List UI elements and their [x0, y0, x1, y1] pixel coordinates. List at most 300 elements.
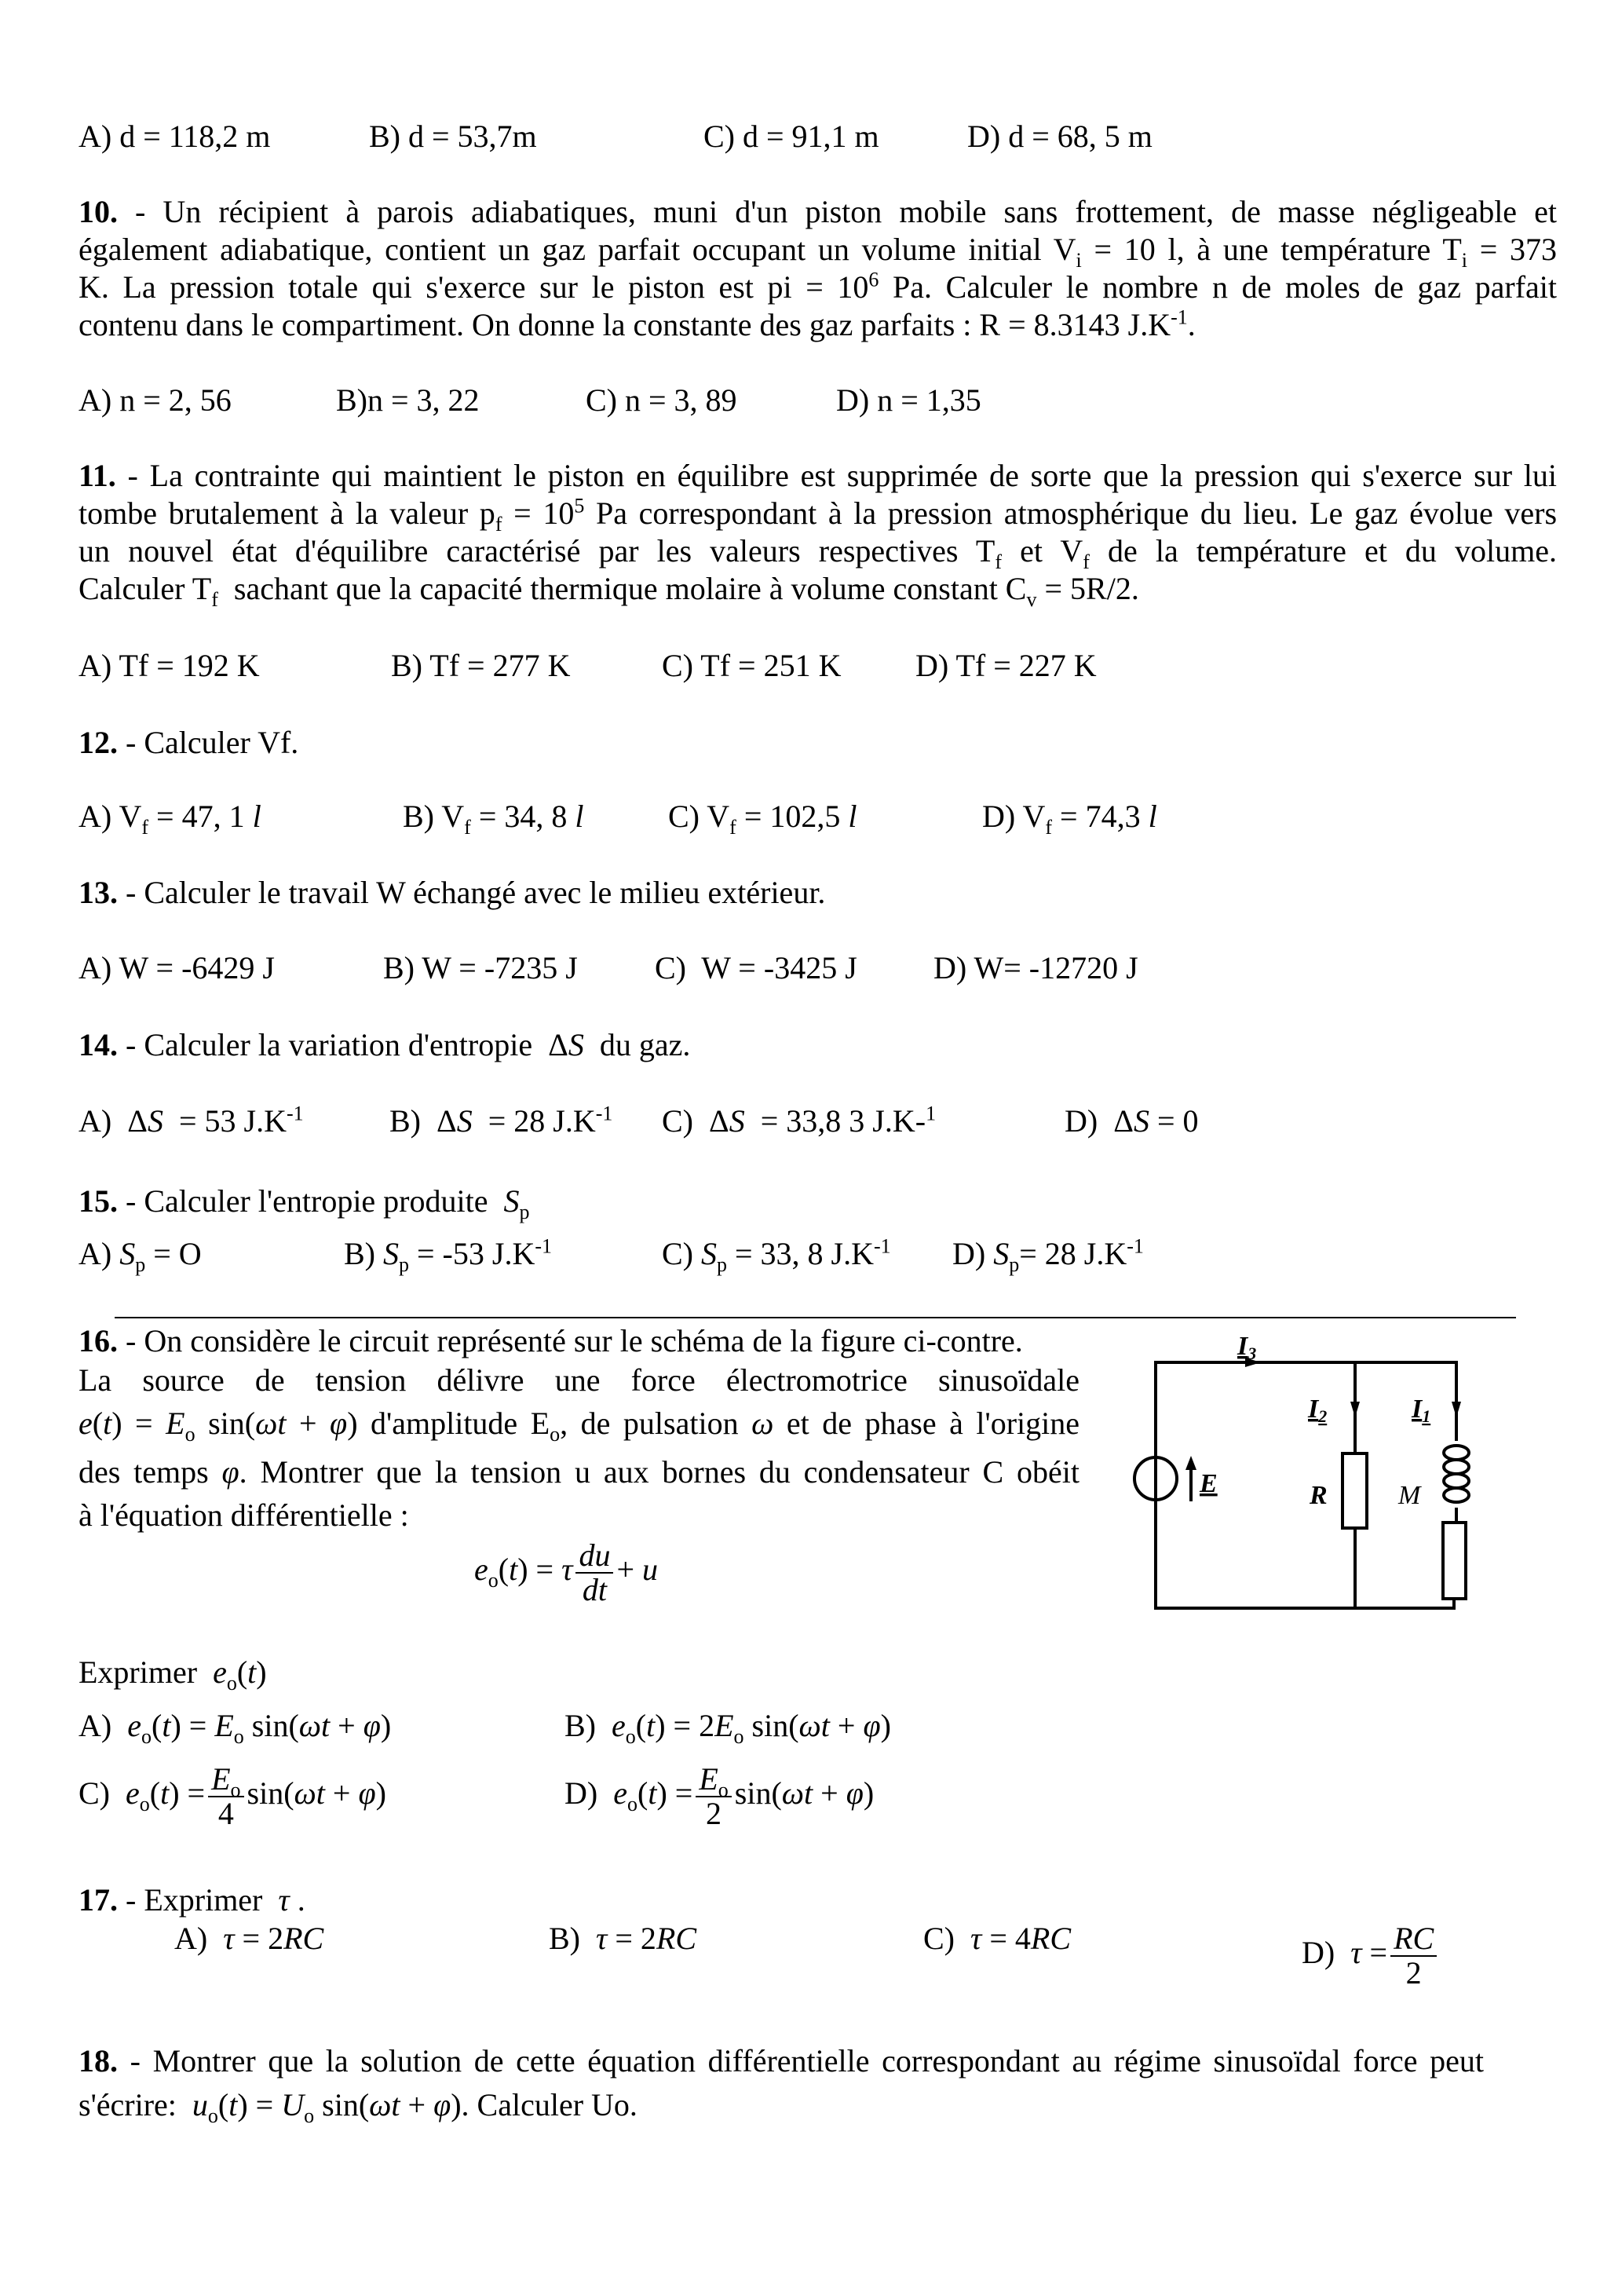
text: = 2	[607, 1921, 656, 1956]
q13-option-b	[383, 949, 578, 987]
text: D)	[564, 1775, 614, 1812]
text: A) Δ	[79, 1103, 148, 1139]
q10-option-a	[79, 382, 232, 419]
math-symbol: t	[160, 1775, 170, 1812]
q16-line	[79, 1322, 1023, 1360]
superscript: -1	[1127, 1234, 1144, 1258]
math-symbol: φ	[846, 1775, 864, 1812]
text: = O	[145, 1236, 202, 1271]
text: La source de tension délivre une force électromotrice sinusoïdale	[79, 1362, 1080, 1398]
resistor-r	[1343, 1453, 1367, 1528]
text: A) d = 118,2 m	[79, 119, 271, 154]
math-symbol: ωt	[798, 1708, 830, 1743]
text: un nouvel état d'équilibre caractérisé par les valeurs respectives T	[79, 533, 995, 569]
subscript: o	[488, 1569, 499, 1592]
q16-prompt	[79, 1654, 267, 1695]
subscript: p	[399, 1253, 409, 1276]
arrow-i1-icon	[1452, 1402, 1461, 1417]
question-number: 11.	[79, 458, 116, 493]
text: = 28 J.K	[472, 1103, 596, 1139]
math-symbol: ωt	[298, 1708, 331, 1743]
text: D) n = 1,35	[836, 382, 981, 418]
arrow-i2-icon	[1350, 1402, 1360, 1417]
q12-question	[79, 724, 298, 762]
math-symbol: t	[228, 2087, 238, 2122]
subscript: o	[141, 1725, 152, 1748]
q17-option-d	[1302, 1922, 1440, 1990]
math-symbol: e	[126, 1775, 140, 1812]
subscript: o	[233, 1725, 244, 1748]
subscript: i	[1461, 249, 1467, 272]
text: C) V	[668, 799, 730, 834]
math-symbol: S	[568, 1027, 584, 1062]
text: K. La pression totale qui s'exerce sur le piston est pi = 10	[79, 269, 869, 305]
math-symbol: RC	[1030, 1921, 1072, 1956]
text: D) Tf = 227 K	[915, 648, 1097, 683]
subscript: o	[207, 2104, 218, 2127]
text: =	[1361, 1935, 1388, 1971]
text: - Calculer Vf.	[118, 725, 299, 760]
text: C) Tf = 251 K	[662, 648, 842, 683]
math-symbol: l	[252, 799, 261, 834]
wire-top-right	[1355, 1362, 1456, 1441]
superscript: 1	[926, 1102, 937, 1125]
label-i1: I1	[1412, 1395, 1431, 1426]
q10-option-b	[336, 382, 480, 419]
math-symbol: τ	[223, 1921, 235, 1956]
text: des temps	[79, 1454, 222, 1490]
text: = 4	[981, 1921, 1031, 1956]
question-number: 10.	[79, 194, 118, 229]
subscript: o	[304, 2104, 315, 2127]
text: ) =	[170, 1708, 215, 1743]
math-symbol: S	[383, 1236, 399, 1271]
subscript: p	[1009, 1253, 1020, 1276]
text: = 33,8 3 J.K-	[744, 1103, 926, 1139]
differential-equation	[474, 1539, 658, 1607]
subscript: f	[141, 816, 149, 839]
math-symbol: τ	[278, 1882, 290, 1918]
math-symbol: S	[993, 1236, 1010, 1271]
math-symbol: e	[474, 1552, 488, 1588]
text: sin(	[743, 1708, 799, 1743]
q16-option-a	[79, 1707, 392, 1748]
math-symbol: l	[575, 799, 584, 834]
math-symbol: l	[1148, 799, 1157, 834]
question-number: 18.	[79, 2043, 118, 2078]
arrow-e-icon	[1185, 1456, 1196, 1470]
math-symbol: u	[642, 1552, 658, 1588]
subscript: o	[226, 1672, 237, 1695]
superscript: -1	[1171, 305, 1188, 329]
text: B) Δ	[389, 1103, 457, 1139]
text: = 33, 8 J.K	[727, 1236, 875, 1271]
text: .	[1187, 307, 1196, 342]
math-symbol: φ	[330, 1406, 348, 1441]
text: Calculer T	[79, 571, 212, 606]
subscript: f	[495, 513, 502, 536]
q11-line	[79, 570, 1139, 611]
text: 2	[706, 1796, 722, 1831]
text: +	[616, 1552, 642, 1588]
math-symbol: du	[579, 1537, 611, 1573]
q10-line	[79, 193, 1557, 231]
text: - Un récipient à parois adiabatiques, muni d'un piston mobile sans frottement, de masse négligeable et	[118, 194, 1557, 229]
q9-option-c	[703, 118, 879, 155]
subscript: o	[625, 1725, 636, 1748]
q17-option-b	[549, 1920, 696, 1958]
math-symbol: l	[848, 799, 857, 834]
q18-line	[79, 2042, 1484, 2080]
math-symbol: t	[103, 1406, 112, 1441]
q18-line	[79, 2086, 637, 2127]
q17-option-c	[923, 1920, 1071, 1958]
q12-option-d	[982, 798, 1157, 839]
q15-option-d	[952, 1234, 1144, 1276]
text: C)	[662, 1236, 701, 1271]
math-symbol: E	[714, 1708, 734, 1743]
text: , de pulsation	[560, 1406, 752, 1441]
text: - Calculer le travail W échangé avec le milieu extérieur.	[118, 875, 826, 910]
text: du gaz.	[583, 1027, 691, 1062]
text: ) = 2	[655, 1708, 715, 1743]
math-symbol: φ	[433, 2087, 451, 2122]
math-symbol: S	[119, 1236, 136, 1271]
fraction	[208, 1763, 243, 1830]
text: sin(	[243, 1708, 299, 1743]
q14-option-a	[79, 1102, 304, 1140]
subscript: f	[995, 550, 1002, 573]
text: = 373	[1467, 232, 1558, 267]
math-symbol: t	[509, 1552, 518, 1588]
text: et de phase à l'origine	[773, 1406, 1080, 1441]
math-symbol: ωt	[294, 1775, 325, 1812]
text: C) n = 3, 89	[586, 382, 737, 418]
q16-line	[79, 1405, 1080, 1446]
text: contenu dans le compartiment. On donne la constante des gaz parfaits : R = 8.3143 J.K	[79, 307, 1171, 342]
text: ) =	[517, 1552, 562, 1588]
text: B)	[564, 1708, 612, 1743]
subscript: f	[729, 816, 736, 839]
text: sin(	[314, 2087, 370, 2122]
math-symbol: ωt	[781, 1775, 813, 1812]
text: = 28 J.K	[1019, 1236, 1127, 1271]
text: +	[813, 1775, 846, 1812]
q11-option-d	[915, 647, 1097, 685]
text: Pa correspondant à la pression atmosphérique du lieu. Le gaz évolue vers	[584, 495, 1558, 531]
text: +	[330, 1708, 363, 1743]
q11-option-a	[79, 647, 260, 685]
text: - On considère le circuit représenté sur le schéma de la figure ci-contre.	[118, 1323, 1023, 1358]
text: ) d'amplitude E	[347, 1406, 550, 1441]
text: (	[637, 1775, 648, 1812]
question-number: 13.	[79, 875, 118, 910]
math-symbol: φ	[363, 1708, 381, 1743]
q16-line	[79, 1453, 1080, 1491]
math-symbol: S	[147, 1103, 163, 1139]
math-symbol: dt	[582, 1572, 607, 1607]
text: = 10	[502, 495, 575, 531]
math-symbol: e	[613, 1775, 627, 1812]
math-symbol: RC	[656, 1921, 697, 1956]
q15-option-b	[344, 1234, 553, 1276]
q13-question	[79, 874, 825, 912]
subscript: p	[135, 1253, 146, 1276]
math-symbol: e	[612, 1708, 626, 1743]
question-number: 17.	[79, 1882, 118, 1918]
text: A) V	[79, 799, 142, 834]
q17-option-a	[174, 1920, 323, 1958]
text: sin(	[247, 1775, 294, 1812]
text: (	[635, 1708, 647, 1743]
text: (	[217, 2087, 229, 2122]
math-symbol: φ	[863, 1708, 881, 1743]
section-divider	[115, 1317, 1516, 1318]
q12-option-a	[79, 798, 261, 839]
question-number: 16.	[79, 1323, 118, 1358]
text: C) Δ	[662, 1103, 729, 1139]
text: +	[400, 2087, 434, 2122]
q11-line	[79, 494, 1558, 536]
question-number: 12.	[79, 725, 118, 760]
text: - Exprimer	[118, 1882, 279, 1918]
text: B) V	[403, 799, 465, 834]
numerator	[575, 1539, 613, 1574]
math-symbol: S	[729, 1103, 745, 1139]
text: ) =	[656, 1775, 693, 1812]
subscript: f	[1083, 550, 1090, 573]
q14-option-c	[662, 1102, 936, 1140]
text: A)	[174, 1921, 224, 1956]
text: C)	[79, 1775, 126, 1812]
math-symbol: t	[648, 1775, 657, 1812]
text: - La contrainte qui maintient le piston en équilibre est supprimée de sorte que la pression qui s'exerce sur lui	[115, 458, 1557, 493]
subscript: o	[184, 1423, 195, 1446]
math-symbol: τ	[970, 1921, 982, 1956]
text: = 34, 8	[470, 799, 575, 834]
text: également adiabatique, contient un gaz parfait occupant un volume initial V	[79, 232, 1076, 267]
superscript: -1	[874, 1234, 891, 1258]
fraction	[1390, 1922, 1437, 1990]
q12-option-c	[668, 798, 857, 839]
q9-option-a	[79, 118, 270, 155]
inductor-icon	[1444, 1446, 1469, 1502]
q12-option-b	[403, 798, 584, 839]
subscript: p	[519, 1201, 530, 1223]
subscript: p	[717, 1253, 727, 1276]
text: de la température et du volume.	[1089, 533, 1558, 569]
text: s'écrire:	[79, 2087, 192, 2122]
text: sachant que la capacité thermique molaire à volume constant C	[217, 571, 1027, 606]
denominator	[696, 1797, 731, 1830]
text: (	[498, 1552, 510, 1588]
math-symbol: φ	[358, 1775, 376, 1812]
text: D)	[952, 1236, 994, 1271]
text: sin(	[195, 1406, 256, 1441]
text: 4	[217, 1796, 234, 1831]
numerator	[1390, 1922, 1437, 1957]
math-symbol: E	[211, 1761, 231, 1797]
text: A)	[79, 1708, 128, 1743]
text: B)	[344, 1236, 383, 1271]
text: D) W= -12720 J	[933, 950, 1138, 985]
text: (	[151, 1708, 163, 1743]
math-symbol: e	[213, 1654, 227, 1690]
circuit-diagram	[1123, 1327, 1516, 1625]
text: = 5R/2.	[1036, 571, 1139, 606]
text: C) d = 91,1 m	[703, 119, 879, 154]
text: +	[286, 1406, 331, 1441]
numerator	[696, 1761, 731, 1801]
subscript: f	[211, 588, 218, 611]
label-i2: I2	[1308, 1395, 1328, 1426]
math-symbol: t	[247, 1654, 257, 1690]
text: ) =	[237, 2087, 282, 2122]
q11-option-c	[662, 647, 841, 685]
text: B)n = 3, 22	[336, 382, 480, 418]
subscript: o	[627, 1793, 637, 1816]
text: D) Δ	[1065, 1103, 1134, 1139]
text: = 102,5	[736, 799, 849, 834]
q17-question	[79, 1881, 305, 1919]
text: )	[863, 1775, 875, 1812]
subscript: o	[139, 1793, 150, 1816]
q10-line	[79, 231, 1558, 272]
q14-option-d	[1065, 1102, 1199, 1140]
text: ). Calculer Uo.	[451, 2087, 637, 2122]
math-symbol: S	[456, 1103, 473, 1139]
math-symbol: τ	[596, 1921, 608, 1956]
text: A)	[79, 1236, 120, 1271]
math-symbol: τ	[1350, 1935, 1362, 1971]
text: (	[149, 1775, 161, 1812]
q11-line	[79, 532, 1558, 573]
text: +	[829, 1708, 864, 1743]
superscript: -1	[286, 1102, 304, 1125]
math-symbol: t	[162, 1708, 171, 1743]
q14-question	[79, 1026, 690, 1064]
text: )	[380, 1708, 392, 1743]
math-symbol: u	[192, 2087, 208, 2122]
superscript: 6	[868, 268, 879, 291]
text: +	[324, 1775, 359, 1812]
text: = 0	[1149, 1103, 1199, 1139]
math-symbol: t	[646, 1708, 656, 1743]
q13-option-c	[655, 949, 857, 987]
label-m: M	[1398, 1481, 1421, 1510]
resistor-coil	[1443, 1523, 1466, 1599]
text: A) W = -6429 J	[79, 950, 275, 985]
q15-option-c	[662, 1234, 891, 1276]
label-i3: I3	[1237, 1332, 1257, 1363]
math-symbol: e	[127, 1708, 141, 1743]
q16-line	[79, 1362, 1080, 1399]
q11-line	[79, 457, 1557, 495]
subscript: o	[718, 1779, 729, 1801]
text: C)	[923, 1921, 970, 1956]
text: )	[375, 1775, 386, 1812]
subscript: v	[1026, 588, 1037, 611]
math-symbol: S	[701, 1236, 717, 1271]
subscript: o	[733, 1725, 744, 1748]
text: D)	[1302, 1935, 1351, 1971]
q16-option-d	[564, 1763, 874, 1830]
text: A) n = 2, 56	[79, 382, 232, 418]
text: = 74,3	[1052, 799, 1149, 834]
math-symbol: E	[166, 1406, 185, 1441]
math-symbol: U	[281, 2087, 305, 2122]
math-symbol: ωt	[255, 1406, 287, 1441]
math-symbol: τ	[561, 1552, 573, 1588]
q10-line	[79, 306, 1196, 344]
denominator	[208, 1797, 243, 1830]
q9-option-b	[369, 118, 537, 155]
text: sin(	[734, 1775, 782, 1812]
question-number: 15.	[79, 1183, 118, 1219]
text: (	[92, 1406, 104, 1441]
label-r: R	[1310, 1481, 1328, 1510]
q15-question	[79, 1183, 530, 1223]
superscript: -1	[535, 1234, 553, 1258]
text: B) d = 53,7m	[369, 119, 537, 154]
superscript: 5	[574, 494, 585, 517]
fraction	[575, 1539, 613, 1607]
q10-line	[79, 269, 1557, 306]
text: )	[256, 1654, 267, 1690]
subscript: i	[1076, 249, 1082, 272]
q11-option-b	[391, 647, 570, 685]
math-symbol: e	[79, 1406, 93, 1441]
text: = -53 J.K	[409, 1236, 535, 1271]
text: = 2	[234, 1921, 284, 1956]
label-e: E	[1200, 1469, 1218, 1498]
text: - Calculer l'entropie produite	[118, 1183, 504, 1219]
subscript: f	[464, 816, 471, 839]
q14-option-b	[389, 1102, 612, 1140]
q16-option-b	[564, 1707, 891, 1748]
math-symbol: ωt	[369, 2087, 400, 2122]
numerator	[208, 1761, 243, 1801]
math-symbol: E	[699, 1761, 718, 1797]
text: - Calculer la variation d'entropie Δ	[118, 1027, 568, 1062]
q10-option-d	[836, 382, 981, 419]
text: B) W = -7235 J	[383, 950, 578, 985]
text: B) Tf = 277 K	[391, 648, 571, 683]
math-symbol: φ	[221, 1454, 239, 1490]
math-symbol: RC	[283, 1921, 324, 1956]
math-symbol: S	[1133, 1103, 1149, 1139]
text: D) d = 68, 5 m	[967, 119, 1153, 154]
q16-line	[79, 1497, 409, 1534]
q13-option-a	[79, 949, 275, 987]
q9-option-d	[967, 118, 1153, 155]
text: . Montrer que la tension u aux bornes du condensateur C obéit	[239, 1454, 1080, 1490]
text: D) V	[982, 799, 1046, 834]
math-symbol: RC	[1394, 1921, 1434, 1956]
text: C) W = -3425 J	[655, 950, 857, 985]
subscript: o	[230, 1779, 241, 1801]
text: A) Tf = 192 K	[79, 648, 260, 683]
fraction	[696, 1763, 731, 1830]
math-symbol: E	[214, 1708, 234, 1743]
math-symbol: ω	[751, 1406, 774, 1441]
question-number: 14.	[79, 1027, 118, 1062]
q13-option-d	[933, 949, 1138, 987]
text: (	[236, 1654, 248, 1690]
superscript: -1	[595, 1102, 613, 1125]
text: = 53 J.K	[163, 1103, 287, 1139]
text: tombe brutalement à la valeur p	[79, 495, 495, 531]
